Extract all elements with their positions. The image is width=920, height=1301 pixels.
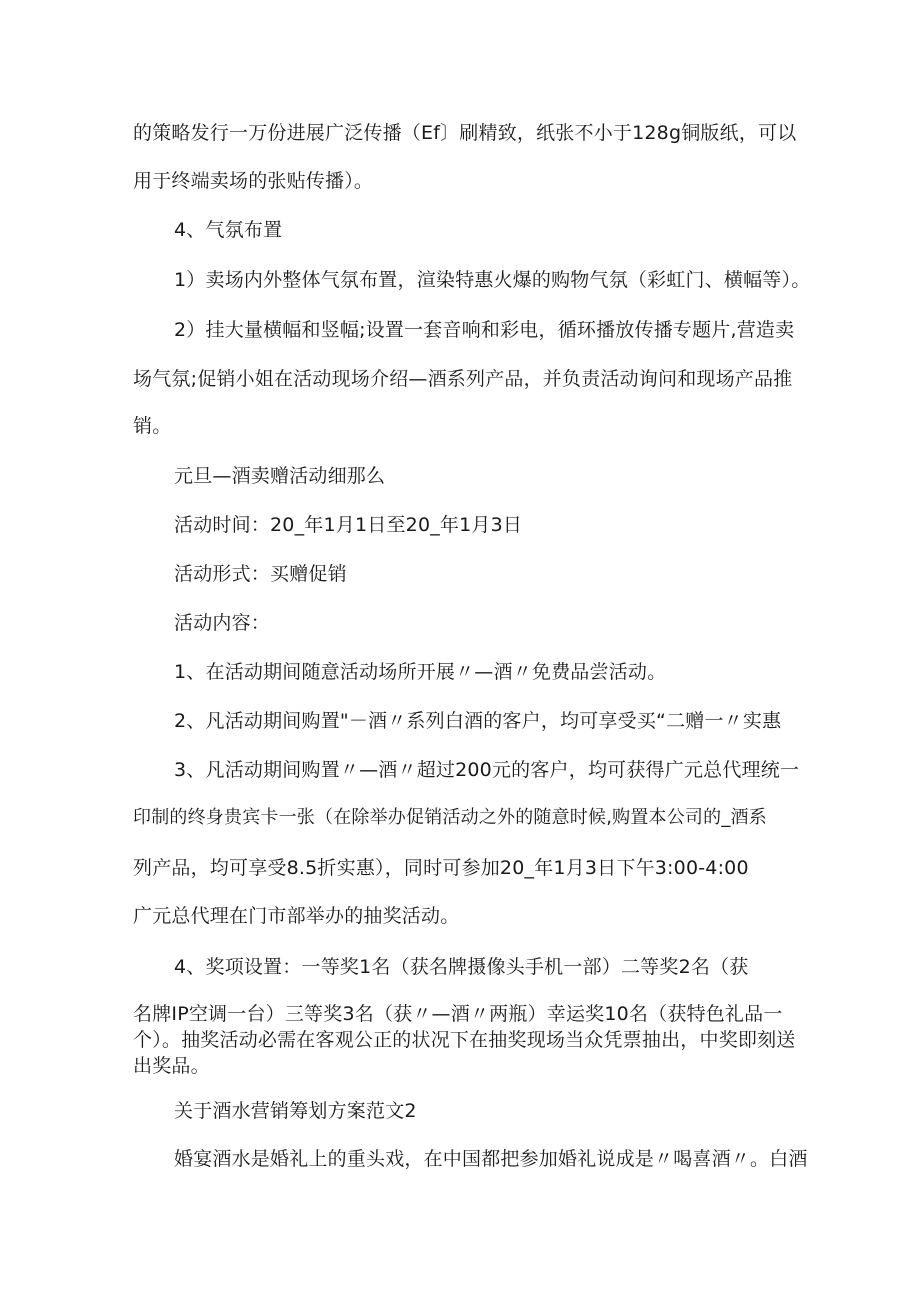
paragraph-line: 印制的终身贵宾卡一张（在除举办促销活动之外的随意时候,购置本公司的_酒系 — [133, 807, 767, 828]
paragraph-line: 列产品，均可享受8.5折实惠），同时可参加20_年1月3日下午3:00-4:00 — [133, 857, 749, 879]
section-heading: 4、气氛布置 — [174, 219, 283, 241]
paragraph-line: 出奖品。 — [133, 1055, 210, 1077]
paragraph-line: 场气氛;促销小姐在活动现场介绍—酒系列产品，并负责活动询问和现场产品推 — [133, 368, 793, 390]
paragraph-line: 用于终端卖场的张贴传播）。 — [133, 170, 374, 192]
paragraph-line: 个）。抽奖活动必需在客观公正的状况下在抽奖现场当众凭票抽出，中奖即刻送 — [133, 1029, 796, 1051]
section-heading: 关于酒水营销筹划方案范文2 — [174, 1100, 417, 1122]
paragraph-line: 的策略发行一万份进展广泛传播（Ef〕刷精致，纸张不小于128g铜版纸，可以 — [133, 122, 797, 144]
list-item: 3、凡活动期间购置〃—酒〃超过200元的客户，均可获得广元总代理统一 — [174, 759, 800, 781]
list-item: 4、奖项设置：一等奖1名（获名牌摄像头手机一部）二等奖2名（获 — [174, 956, 749, 978]
activity-content-label: 活动内容： — [174, 612, 271, 634]
paragraph-line: 2）挂大量横幅和竖幅;设置一套音响和彩电，循环播放传播专题片,营造卖 — [174, 319, 795, 341]
paragraph-line: 名牌IP空调一台）三等奖3名（获〃—酒〃两瓶）幸运奖10名（获特色礼品一 — [133, 1003, 783, 1025]
section-heading: 元旦—酒卖赠活动细那么 — [174, 465, 386, 487]
paragraph-line: 广元总代理在门市部举办的抽奖活动。 — [133, 905, 460, 927]
activity-time: 活动时间：20_年1月1日至20_年1月3日 — [174, 514, 523, 536]
activity-form: 活动形式：买赠促销 — [174, 563, 347, 585]
paragraph-line: 婚宴酒水是婚礼上的重头戏，在中国都把参加婚礼说成是〃喝喜酒〃。白酒 — [174, 1148, 808, 1170]
list-item: 2、凡活动期间购置"－酒〃系列白酒的客户，均可享受买“二赠一〃实惠 — [174, 710, 782, 732]
paragraph-line: 销。 — [133, 415, 172, 437]
list-item: 1、在活动期间随意活动场所开展〃—酒〃免费品尝活动。 — [174, 661, 667, 683]
paragraph-line: 1）卖场内外整体气氛布置，渲染特惠火爆的购物气氛（彩虹门、横幅等）。 — [174, 269, 811, 291]
